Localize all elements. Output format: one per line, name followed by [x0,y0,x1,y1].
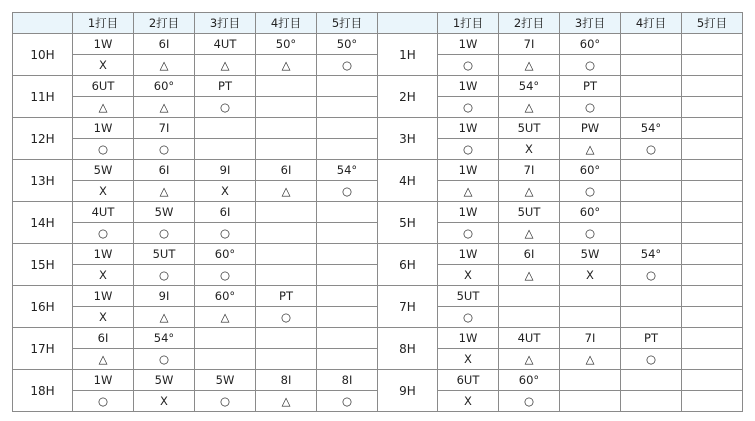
club-cell: 8I [317,370,378,391]
result-cell: ○ [317,55,378,76]
result-cell: ○ [560,181,621,202]
club-cell: 1W [438,76,499,97]
club-cell [621,370,682,391]
result-cell [621,307,682,328]
club-cell [256,76,317,97]
result-cell [560,307,621,328]
result-cell: X [73,181,134,202]
header-shot-3: 3打目 [195,13,256,34]
result-cell: X [438,265,499,286]
club-cell [256,202,317,223]
result-cell [317,139,378,160]
result-cell: ○ [73,223,134,244]
club-cell: 1W [438,118,499,139]
club-cell [317,76,378,97]
club-cell: 4UT [195,34,256,55]
club-row [13,202,743,223]
club-cell: 1W [73,244,134,265]
club-row [13,34,743,55]
club-cell: 6UT [438,370,499,391]
result-cell [682,97,743,118]
result-cell [682,139,743,160]
scorecard-container [12,12,743,412]
shot-record-table [12,12,743,412]
result-cell: ○ [195,97,256,118]
club-row [13,244,743,265]
club-cell [621,286,682,307]
club-cell: 60° [134,76,195,97]
club-row [13,286,743,307]
hole-label-back: 15H [13,244,73,286]
result-cell: ○ [195,223,256,244]
club-row [13,328,743,349]
result-cell: △ [134,55,195,76]
result-cell: X [134,391,195,412]
result-cell [256,139,317,160]
club-cell: 1W [73,34,134,55]
club-cell: 6I [134,34,195,55]
club-cell: PT [621,328,682,349]
hole-label-front: 6H [378,244,438,286]
result-cell: △ [560,349,621,370]
result-cell [317,223,378,244]
result-cell [682,55,743,76]
club-cell [195,328,256,349]
club-row [13,118,743,139]
club-cell: 6I [134,160,195,181]
club-cell [195,118,256,139]
result-cell: △ [499,97,560,118]
result-cell: △ [256,391,317,412]
hole-label-back: 12H [13,118,73,160]
club-cell [682,76,743,97]
result-cell [317,349,378,370]
club-cell [317,118,378,139]
club-cell [682,328,743,349]
header-corner-front [378,13,438,34]
club-cell: 54° [621,118,682,139]
result-cell: X [438,349,499,370]
result-cell: △ [438,181,499,202]
club-cell: 5UT [499,118,560,139]
club-cell: 6I [195,202,256,223]
result-cell: ○ [195,265,256,286]
club-cell: PT [256,286,317,307]
result-cell: ○ [438,55,499,76]
club-cell [317,328,378,349]
result-cell: ○ [621,265,682,286]
club-cell: PT [560,76,621,97]
club-cell: PT [195,76,256,97]
hole-label-back: 18H [13,370,73,412]
hole-label-front: 9H [378,370,438,412]
club-cell: 8I [256,370,317,391]
club-cell: 54° [134,328,195,349]
club-cell: 54° [621,244,682,265]
club-cell: 9I [195,160,256,181]
result-cell: △ [256,181,317,202]
result-cell: ○ [134,223,195,244]
result-cell [256,223,317,244]
club-cell [621,202,682,223]
result-cell: △ [560,139,621,160]
result-cell: X [195,181,256,202]
club-cell [621,34,682,55]
header-shot-4: 4打目 [621,13,682,34]
header-shot-2: 2打目 [134,13,195,34]
hole-label-back: 16H [13,286,73,328]
club-cell [682,118,743,139]
result-cell: ○ [134,265,195,286]
club-cell: 60° [499,370,560,391]
result-cell [682,391,743,412]
club-cell: 60° [195,286,256,307]
result-cell [195,349,256,370]
result-cell: ○ [621,349,682,370]
result-cell: △ [73,97,134,118]
club-cell [560,370,621,391]
club-cell: 1W [73,118,134,139]
header-shot-4: 4打目 [256,13,317,34]
club-cell: 7I [499,160,560,181]
result-cell [317,307,378,328]
club-cell: 5W [195,370,256,391]
result-cell: △ [195,55,256,76]
result-cell: △ [499,55,560,76]
club-cell: 60° [560,34,621,55]
club-cell: 7I [134,118,195,139]
result-cell: ○ [317,181,378,202]
club-cell: 1W [73,370,134,391]
club-row [13,160,743,181]
hole-label-front: 7H [378,286,438,328]
result-cell: ○ [317,391,378,412]
club-cell [499,286,560,307]
club-cell: 5W [73,160,134,181]
header-corner-back [13,13,73,34]
result-cell: △ [73,349,134,370]
club-cell: 5UT [134,244,195,265]
club-cell: 1W [438,34,499,55]
result-cell: ○ [621,139,682,160]
hole-label-front: 5H [378,202,438,244]
club-cell: 1W [438,244,499,265]
result-cell: ○ [73,391,134,412]
club-cell: 6I [256,160,317,181]
result-cell [560,391,621,412]
result-cell [256,265,317,286]
club-cell: 5W [560,244,621,265]
club-row [13,370,743,391]
result-cell: △ [256,55,317,76]
club-cell [256,244,317,265]
result-cell: ○ [134,139,195,160]
club-cell: 5W [134,202,195,223]
result-cell [621,55,682,76]
result-cell [682,307,743,328]
club-cell [621,76,682,97]
result-cell: △ [499,349,560,370]
club-cell: 7I [499,34,560,55]
club-cell: 9I [134,286,195,307]
result-cell [317,265,378,286]
result-cell [621,223,682,244]
club-cell: 54° [317,160,378,181]
result-cell: X [438,391,499,412]
club-cell: 50° [317,34,378,55]
club-cell: 6I [499,244,560,265]
header-shot-5: 5打目 [317,13,378,34]
result-cell: △ [499,265,560,286]
result-cell [256,97,317,118]
club-cell [621,160,682,181]
hole-label-front: 4H [378,160,438,202]
result-cell: ○ [560,223,621,244]
result-cell [256,349,317,370]
club-cell: 1W [438,160,499,181]
hole-label-front: 2H [378,76,438,118]
header-shot-2: 2打目 [499,13,560,34]
result-cell: X [560,265,621,286]
club-cell [256,328,317,349]
club-cell: 60° [195,244,256,265]
club-cell [682,244,743,265]
club-cell [682,202,743,223]
result-cell [682,223,743,244]
result-cell: △ [499,223,560,244]
hole-label-back: 11H [13,76,73,118]
result-cell: X [73,55,134,76]
club-cell [317,244,378,265]
hole-label-back: 17H [13,328,73,370]
result-cell: ○ [195,391,256,412]
hole-label-back: 13H [13,160,73,202]
result-cell [621,181,682,202]
header-shot-1: 1打目 [73,13,134,34]
hole-label-back: 14H [13,202,73,244]
club-cell: 5UT [499,202,560,223]
club-cell [256,118,317,139]
club-cell [317,202,378,223]
club-cell [682,34,743,55]
result-cell [195,139,256,160]
club-cell: 54° [499,76,560,97]
result-cell [682,181,743,202]
club-cell: 60° [560,202,621,223]
header-shot-1: 1打目 [438,13,499,34]
club-cell: 7I [560,328,621,349]
result-cell: X [499,139,560,160]
result-cell: ○ [73,139,134,160]
hole-label-front: 1H [378,34,438,76]
result-cell: △ [134,97,195,118]
hole-label-front: 3H [378,118,438,160]
result-cell [621,97,682,118]
club-cell: 1W [438,328,499,349]
result-cell [317,97,378,118]
club-cell: 60° [560,160,621,181]
club-cell: 5UT [438,286,499,307]
result-cell [682,349,743,370]
result-cell: ○ [499,391,560,412]
club-cell [682,286,743,307]
result-cell: ○ [438,223,499,244]
result-cell [682,265,743,286]
result-cell: X [73,307,134,328]
club-cell: 5W [134,370,195,391]
club-cell [682,160,743,181]
club-cell: 1W [73,286,134,307]
club-cell: 4UT [73,202,134,223]
hole-label-front: 8H [378,328,438,370]
result-cell: △ [499,181,560,202]
header-shot-3: 3打目 [560,13,621,34]
result-cell: ○ [438,97,499,118]
result-cell: ○ [134,349,195,370]
result-cell: △ [134,181,195,202]
result-cell [499,307,560,328]
club-cell [560,286,621,307]
result-cell: △ [134,307,195,328]
club-cell: 6I [73,328,134,349]
club-cell: 1W [438,202,499,223]
result-cell: X [73,265,134,286]
result-cell: ○ [560,97,621,118]
score-body [13,34,743,412]
result-cell: △ [195,307,256,328]
club-cell [317,286,378,307]
club-cell: 6UT [73,76,134,97]
club-row [13,76,743,97]
club-cell: 4UT [499,328,560,349]
result-cell: ○ [438,307,499,328]
result-cell: ○ [438,139,499,160]
header-shot-5: 5打目 [682,13,743,34]
result-cell: ○ [256,307,317,328]
result-cell [621,391,682,412]
club-cell: PW [560,118,621,139]
header-row [13,13,743,34]
club-cell: 50° [256,34,317,55]
result-cell: ○ [560,55,621,76]
hole-label-back: 10H [13,34,73,76]
club-cell [682,370,743,391]
